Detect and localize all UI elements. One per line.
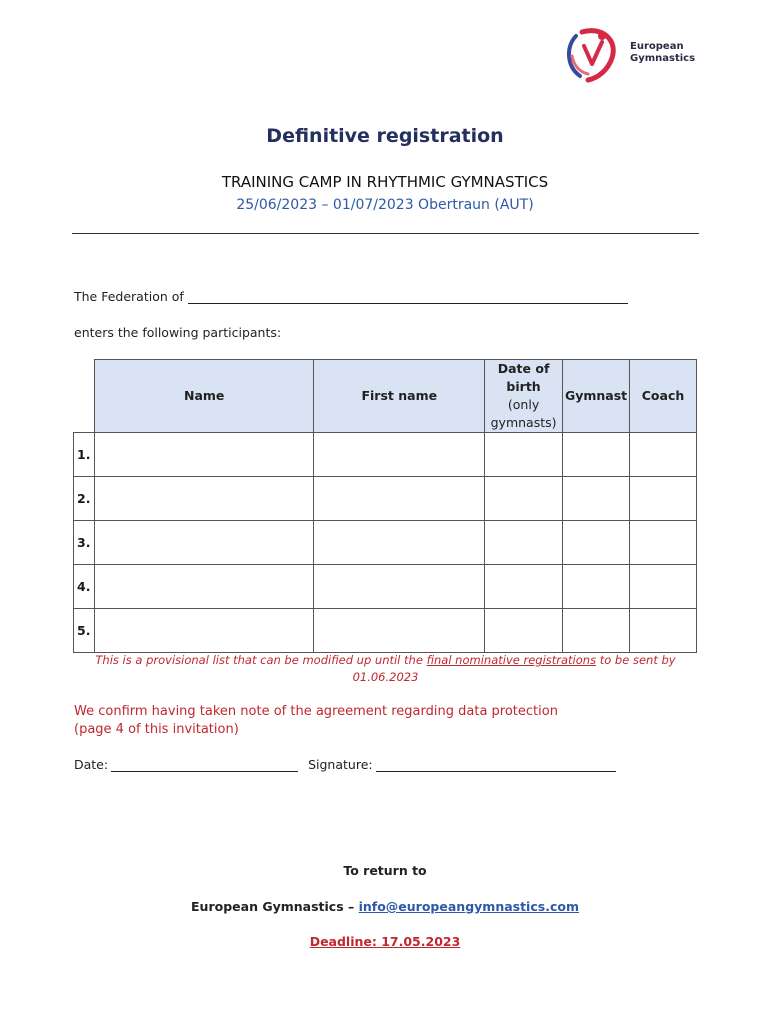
note-link: final nominative registrations bbox=[426, 653, 597, 667]
header-blank-cell bbox=[74, 360, 95, 433]
european-gymnastics-logo bbox=[562, 26, 702, 84]
gymnast-cell[interactable] bbox=[563, 565, 630, 609]
event-subtitle: TRAINING CAMP IN RHYTHMIC GYMNASTICS bbox=[221, 173, 549, 191]
first-name-cell[interactable] bbox=[314, 433, 485, 477]
gymnast-cell[interactable] bbox=[563, 433, 630, 477]
dob-line-1: Date of bbox=[497, 361, 550, 376]
date-label: Date: bbox=[74, 757, 109, 772]
first-name-cell[interactable] bbox=[314, 477, 485, 521]
event-dates: 25/06/2023 – 01/07/2023 Obertraun (AUT) bbox=[236, 197, 534, 213]
coach-cell[interactable] bbox=[630, 521, 697, 565]
coach-cell[interactable] bbox=[630, 433, 697, 477]
confirm-line-1: We confirm having taken note of the agreement regarding data protection bbox=[74, 704, 558, 719]
federation-line bbox=[74, 289, 628, 304]
first-name-cell[interactable] bbox=[314, 565, 485, 609]
signature-field[interactable] bbox=[376, 758, 616, 772]
name-cell[interactable] bbox=[94, 433, 313, 477]
gymnast-figure-icon bbox=[562, 26, 624, 84]
return-text: To return to bbox=[343, 863, 427, 878]
coach-cell[interactable] bbox=[630, 609, 697, 653]
coach-cell[interactable] bbox=[630, 565, 697, 609]
header-name: Name bbox=[94, 360, 313, 433]
enters-text: enters the following participants: bbox=[74, 325, 282, 340]
date-field[interactable] bbox=[111, 758, 298, 772]
gymnast-cell[interactable] bbox=[563, 521, 630, 565]
note-part-1: This is a provisional list that can be modified up until the bbox=[95, 653, 427, 667]
contact-org: European Gymnastics – bbox=[191, 899, 359, 914]
logo-text bbox=[630, 41, 695, 65]
dob-cell[interactable] bbox=[485, 477, 563, 521]
header-date-of-birth bbox=[485, 360, 563, 433]
coach-cell[interactable] bbox=[630, 477, 697, 521]
table-row bbox=[74, 565, 697, 609]
dob-line-4: gymnasts) bbox=[490, 415, 557, 430]
table-row bbox=[74, 433, 697, 477]
row-number: 1. bbox=[74, 433, 95, 477]
dob-cell[interactable] bbox=[485, 521, 563, 565]
federation-field[interactable] bbox=[188, 290, 628, 304]
header-coach: Coach bbox=[630, 360, 697, 433]
row-number: 3. bbox=[74, 521, 95, 565]
participants-table bbox=[73, 359, 697, 653]
row-number: 4. bbox=[74, 565, 95, 609]
note-date: 01.06.2023 bbox=[352, 670, 419, 684]
table-row bbox=[74, 477, 697, 521]
header-gymnast: Gymnast bbox=[563, 360, 630, 433]
name-cell[interactable] bbox=[94, 565, 313, 609]
name-cell[interactable] bbox=[94, 477, 313, 521]
dob-cell[interactable] bbox=[485, 433, 563, 477]
deadline-text: Deadline: 17.05.2023 bbox=[309, 934, 461, 949]
dob-line-2: birth bbox=[506, 379, 541, 394]
dob-line-3: (only bbox=[507, 397, 540, 412]
table-row bbox=[74, 609, 697, 653]
logo-line-1: European bbox=[630, 41, 684, 52]
table-row bbox=[74, 521, 697, 565]
contact-email-link[interactable]: info@europeangymnastics.com bbox=[358, 899, 579, 914]
dob-cell[interactable] bbox=[485, 565, 563, 609]
gymnast-cell[interactable] bbox=[563, 477, 630, 521]
confirm-line-2: (page 4 of this invitation) bbox=[74, 722, 239, 737]
row-number: 5. bbox=[74, 609, 95, 653]
provisional-note bbox=[72, 652, 699, 686]
date-signature-line bbox=[74, 757, 616, 772]
logo-line-2: Gymnastics bbox=[630, 53, 696, 64]
first-name-cell[interactable] bbox=[314, 609, 485, 653]
signature-label: Signature: bbox=[308, 757, 373, 772]
row-number: 2. bbox=[74, 477, 95, 521]
federation-label: The Federation of bbox=[74, 289, 184, 304]
header-first-name: First name bbox=[314, 360, 485, 433]
dob-cell[interactable] bbox=[485, 609, 563, 653]
title-divider bbox=[72, 233, 699, 234]
table-header-row bbox=[74, 360, 697, 433]
contact-line bbox=[0, 899, 770, 914]
gymnast-cell[interactable] bbox=[563, 609, 630, 653]
name-cell[interactable] bbox=[94, 609, 313, 653]
data-protection-confirmation bbox=[74, 703, 558, 739]
note-part-2: to be sent by bbox=[596, 653, 676, 667]
first-name-cell[interactable] bbox=[314, 521, 485, 565]
name-cell[interactable] bbox=[94, 521, 313, 565]
page-title: Definitive registration bbox=[266, 125, 504, 147]
